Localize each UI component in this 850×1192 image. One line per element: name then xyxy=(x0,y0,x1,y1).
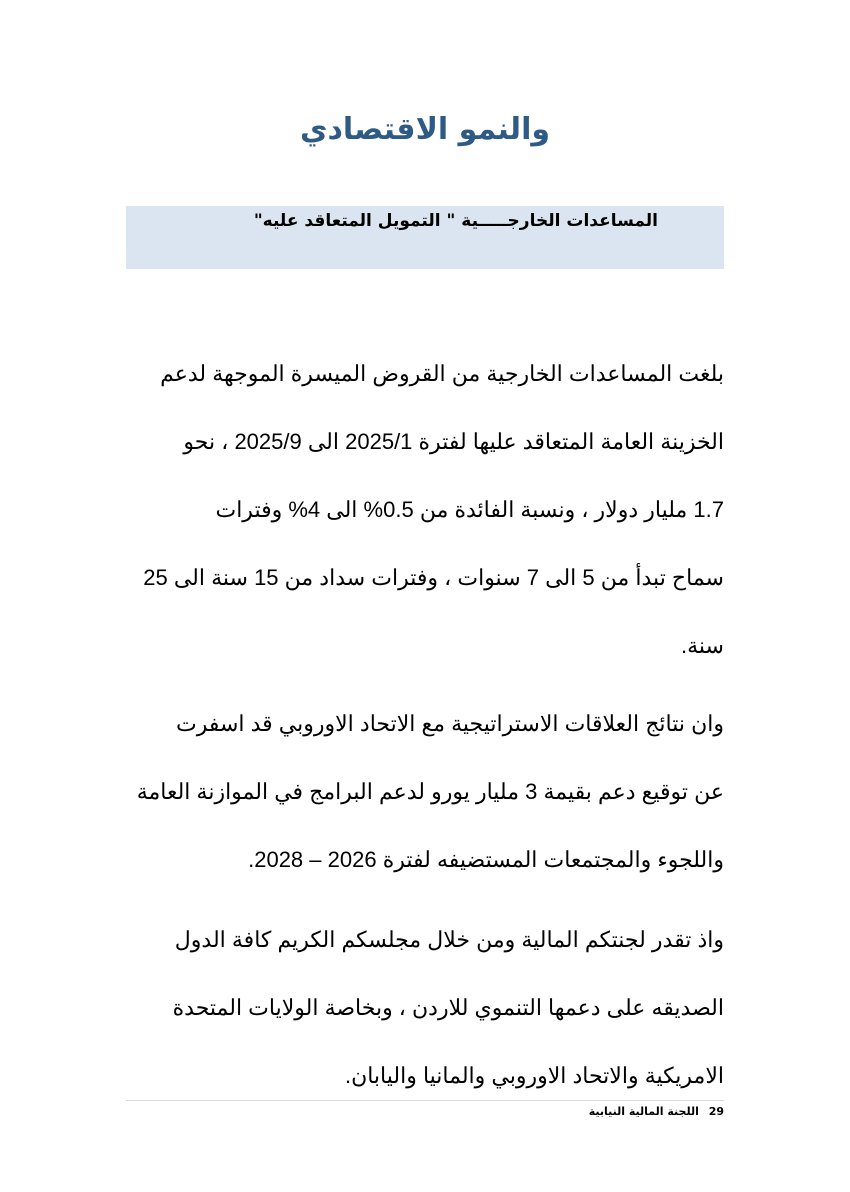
page-footer xyxy=(589,1104,724,1120)
paragraph-line: الصديقه على دعمها التنموي للاردن ، وبخاصة الولايات المتحدة xyxy=(172,995,724,1020)
section-title-box xyxy=(126,206,724,269)
page-heading: والنمو الاقتصادي xyxy=(299,112,551,147)
paragraph-external-aid xyxy=(126,340,724,680)
footer-divider xyxy=(126,1100,724,1101)
paragraph-line: واذ تقدر لجنتكم المالية ومن خلال مجلسكم الكريم كافة الدول xyxy=(174,927,724,952)
paragraph-line: سنة. xyxy=(681,633,724,658)
paragraph-line: الخزينة العامة المتعاقد عليها لفترة 2025/1 الى 2025/9 ، نحو xyxy=(183,429,724,454)
paragraph-line: وان نتائج العلاقات الاستراتيجية مع الاتحاد الاوروبي قد اسفرت xyxy=(175,711,724,736)
paragraph-line: عن توقيع دعم بقيمة 3 مليار يورو لدعم البرامج في الموازنة العامة xyxy=(136,779,724,804)
footer-label: اللجنة المالية النيابية xyxy=(588,1105,699,1118)
paragraph-line: الامريكية والاتحاد الاوروبي والمانيا واليابان. xyxy=(344,1063,724,1088)
page-number: 29 xyxy=(708,1105,724,1118)
paragraph-eu-relations xyxy=(126,690,724,894)
paragraph-line: بلغت المساعدات الخارجية من القروض الميسرة الموجهة لدعم xyxy=(160,361,724,386)
section-title: المساعدات الخارجـــــية " التمويل المتعاقد عليه" xyxy=(253,211,658,231)
paragraph-line: سماح تبدأ من 5 الى 7 سنوات ، وفترات سداد من 15 سنة الى 25 xyxy=(143,565,724,590)
paragraph-line: واللجوء والمجتمعات المستضيفه لفترة 2026 – 2028. xyxy=(248,847,724,872)
paragraph-line: 1.7 مليار دولار ، ونسبة الفائدة من 0.5% الى 4% وفترات xyxy=(215,497,724,522)
paragraph-gratitude xyxy=(126,906,724,1110)
